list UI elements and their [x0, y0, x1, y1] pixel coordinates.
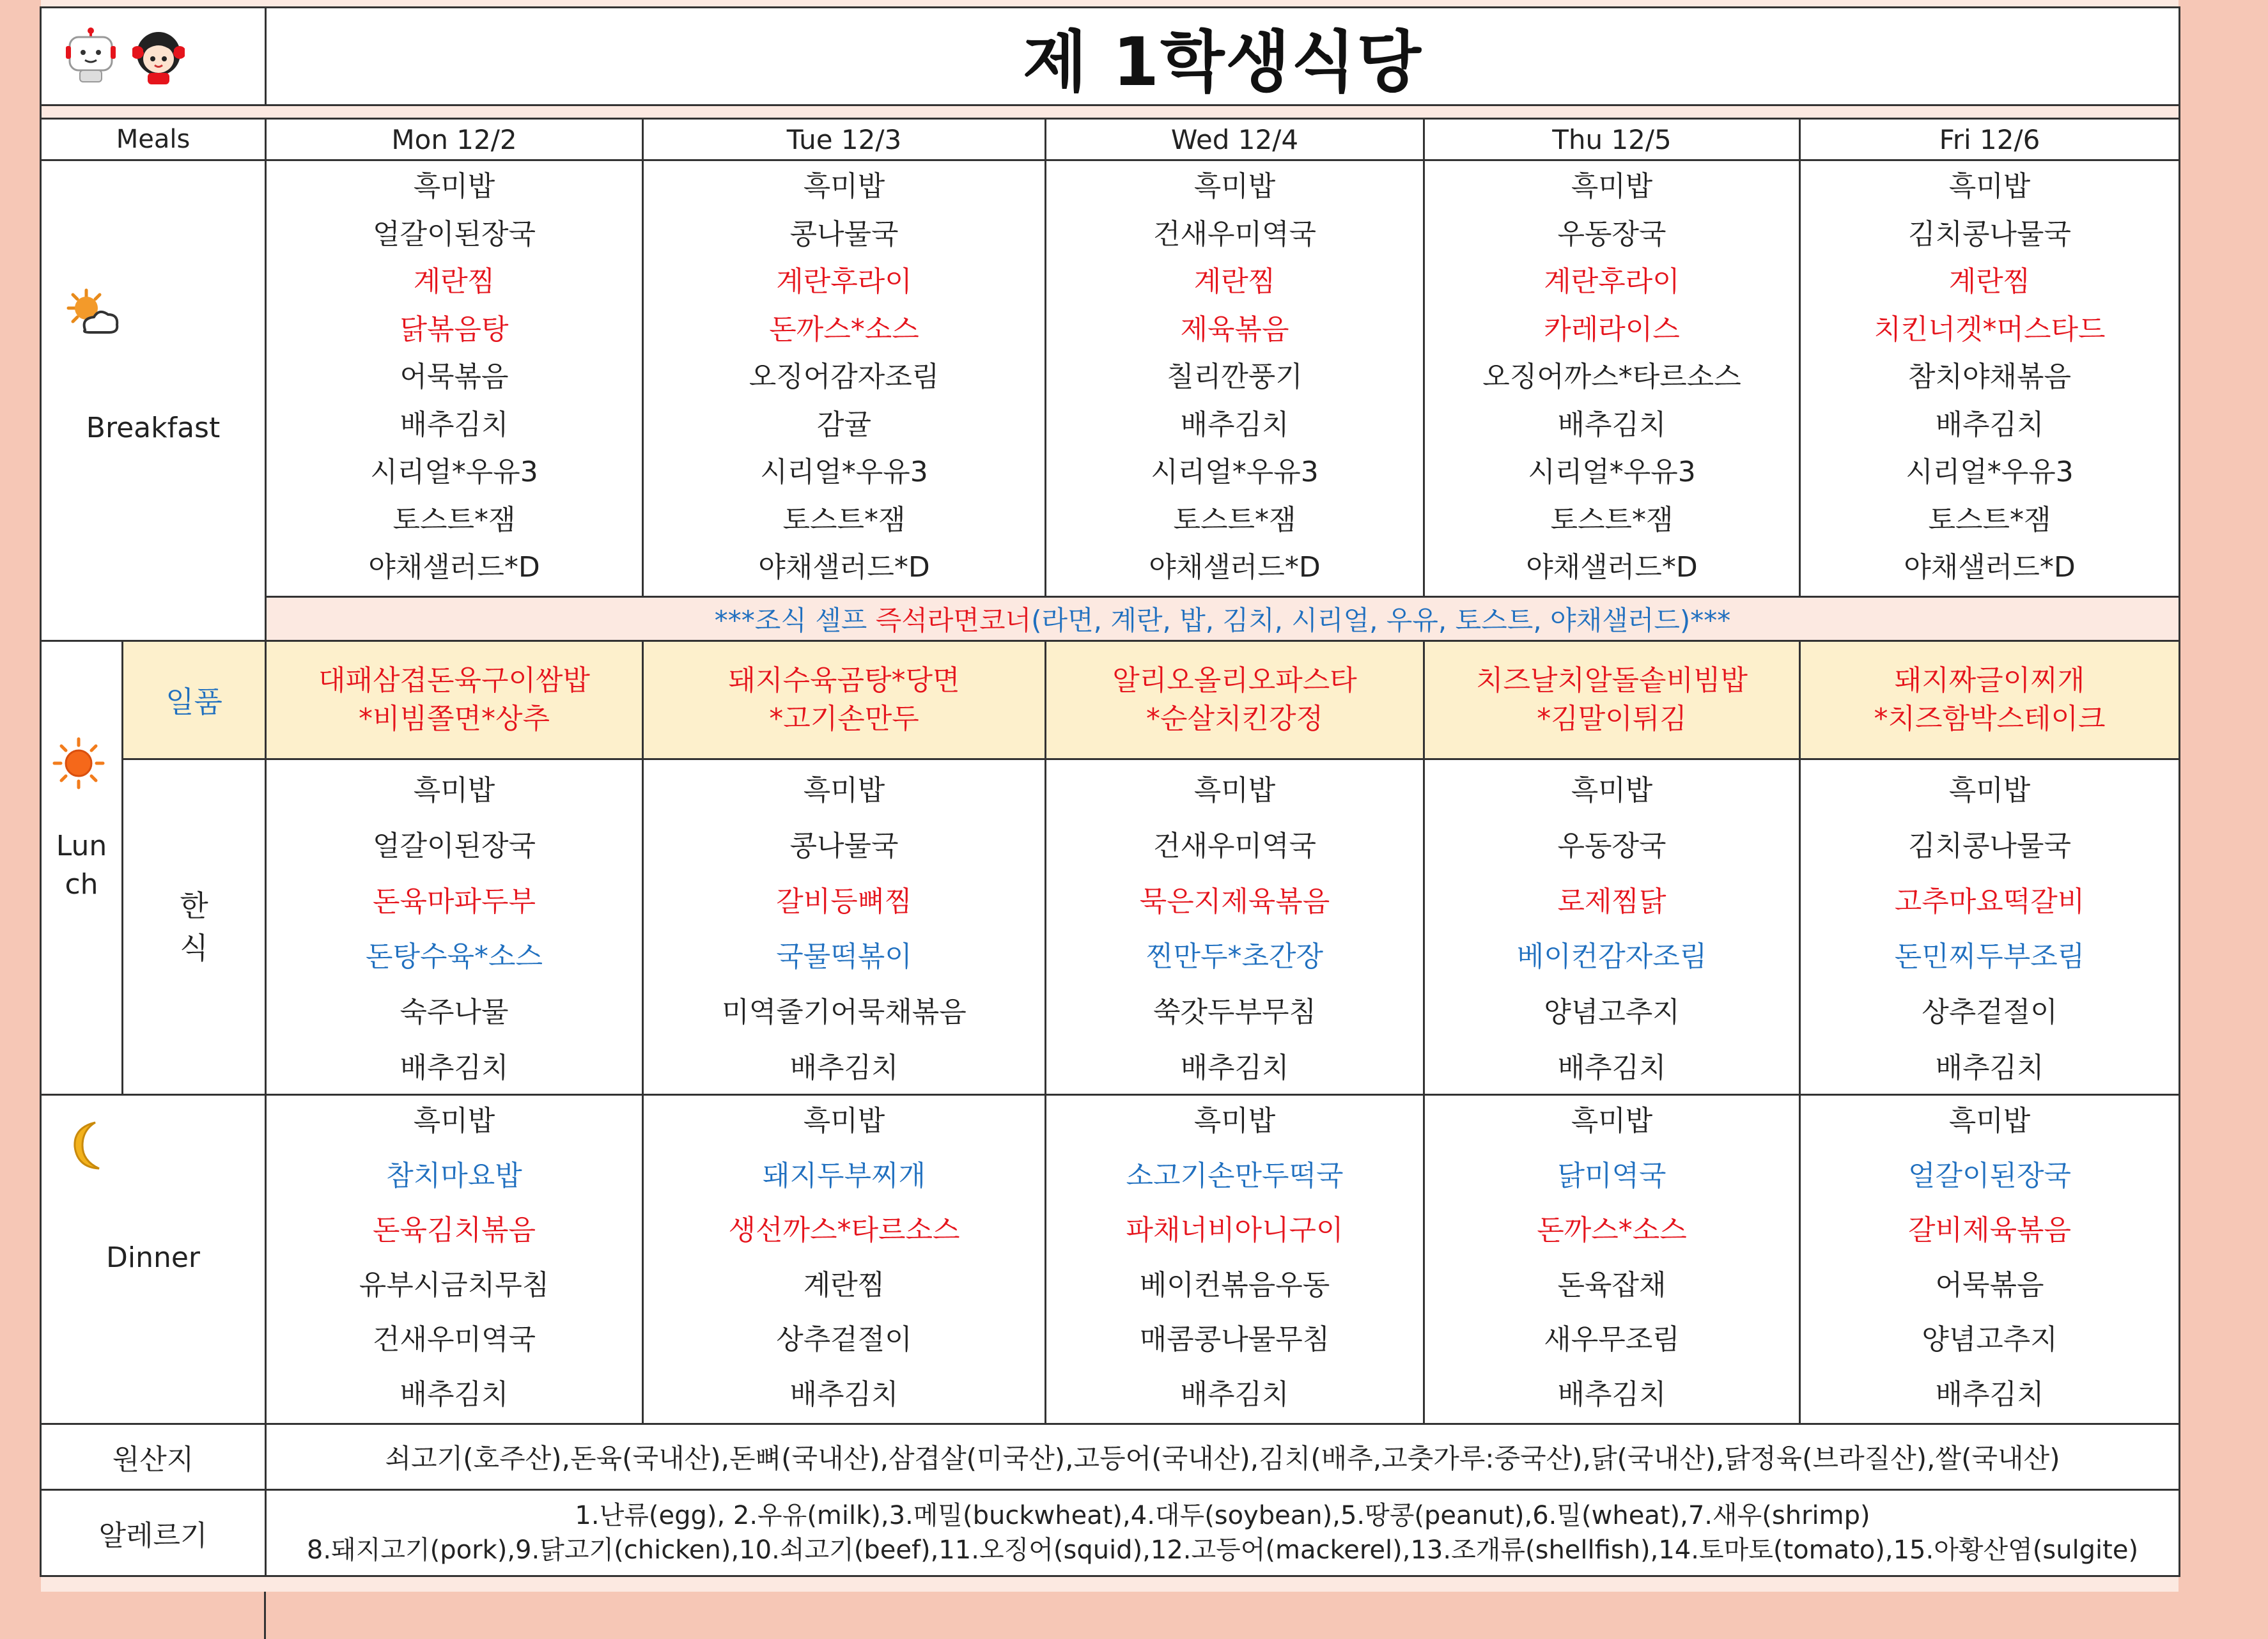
dish-item: 시리얼*우유3 — [1906, 456, 2074, 488]
left-margin — [0, 0, 41, 1639]
ilpum-dish-line2: *김말이튀김 — [1537, 703, 1687, 735]
dish-item: 미역줄기어묵채볶음 — [722, 996, 967, 1029]
ilpum-day-cell — [266, 641, 643, 759]
dish-item: 상추겉절이 — [1922, 996, 2058, 1029]
dish-item: 로제찜닭 — [1557, 885, 1666, 918]
sun-icon — [52, 736, 105, 790]
dish-item: 토스트*잼 — [1928, 503, 2051, 536]
weekly-menu-table — [40, 6, 2180, 1577]
ilpum-dish-line2: *비빔쫄면*상추 — [358, 703, 550, 735]
dish-item: 계란찜 — [1948, 265, 2031, 298]
dish-item: 흑미밥 — [803, 170, 885, 203]
lunch-label-cell — [41, 641, 123, 1095]
dish-list — [1801, 161, 2179, 596]
dish-item: 야채샐러드*D — [758, 551, 930, 584]
dish-item: 제육볶음 — [1180, 313, 1289, 346]
dish-item: 콩나물국 — [789, 829, 899, 862]
dish-item: 야채샐러드*D — [1526, 551, 1698, 584]
dish-item: 흑미밥 — [413, 1105, 495, 1137]
day-header: Wed 12/4 — [1046, 119, 1424, 160]
dish-item: 닭미역국 — [1557, 1159, 1666, 1192]
dinner-day-cell — [643, 1095, 1046, 1424]
self-corner-note — [715, 605, 1731, 636]
dish-item: 흑미밥 — [1193, 1105, 1276, 1137]
origin-row — [41, 1424, 2180, 1490]
ilpum-dish-line1: 치즈날치알돌솥비빔밥 — [1475, 664, 1748, 697]
dish-item: 배추김치 — [1557, 1051, 1666, 1084]
row-gap — [41, 105, 2180, 119]
dish-list — [1046, 161, 1423, 596]
lunch-label-line2: ch — [65, 868, 98, 901]
dish-item: 토스트*잼 — [1550, 503, 1674, 536]
dish-list — [1801, 1096, 2179, 1423]
dish-item: 배추김치 — [1180, 1051, 1289, 1084]
dish-item: 배추김치 — [789, 1051, 899, 1084]
self-corner-highlight: 즉석라면코너 — [875, 605, 1032, 636]
dish-item: 시리얼*우유3 — [1528, 456, 1696, 488]
dish-item: 흑미밥 — [1948, 774, 2031, 807]
dish-item: 감귤 — [816, 408, 871, 441]
allergy-cell — [266, 1490, 2180, 1576]
dish-item: 돈탕수육*소스 — [365, 940, 543, 974]
dinner-day-cell — [266, 1095, 643, 1424]
dish-item: 건새우미역국 — [1153, 829, 1317, 862]
hansik-day-cell — [1046, 759, 1424, 1095]
dish-item: 갈비등뼈찜 — [776, 885, 912, 918]
crescent-moon-icon — [67, 1119, 112, 1172]
dish-item: 국물떡볶이 — [776, 940, 912, 974]
day-header: Tue 12/3 — [643, 119, 1046, 160]
dish-item: 토스트*잼 — [392, 503, 516, 536]
dish-item: 양념고추지 — [1922, 1323, 2058, 1356]
day-header: Fri 12/6 — [1800, 119, 2180, 160]
allergy-label: 알레르기 — [41, 1490, 266, 1576]
dish-list — [267, 760, 642, 1094]
dish-item: 배추김치 — [789, 1378, 899, 1411]
dish-item: 베이컨볶음우동 — [1139, 1268, 1330, 1301]
dish-item: 오징어감자조림 — [749, 361, 940, 393]
sun-behind-cloud-icon — [63, 288, 121, 340]
dinner-day-cell — [1800, 1095, 2180, 1424]
dinner-label-cell — [41, 1095, 266, 1424]
dish-list — [1801, 760, 2179, 1094]
day-header: Thu 12/5 — [1424, 119, 1800, 160]
dish-item: 참치야채볶음 — [1907, 361, 2072, 393]
dish-item: 베이컨감자조림 — [1516, 940, 1707, 974]
dish-item: 토스트*잼 — [1173, 503, 1296, 536]
dish-item: 토스트*잼 — [782, 503, 906, 536]
breakfast-row — [41, 160, 2180, 597]
header-row — [41, 119, 2180, 160]
dish-list — [1425, 1096, 1799, 1423]
dish-item: 찐만두*초간장 — [1146, 940, 1324, 974]
self-corner-row — [41, 597, 2180, 641]
dish-item: 어묵볶음 — [400, 361, 509, 393]
page-title: 제 1학생식당 — [1023, 23, 1422, 101]
lunch-label-line1: Lun — [56, 830, 107, 862]
dish-item: 흑미밥 — [1948, 170, 2031, 203]
dish-item: 양념고추지 — [1544, 996, 1680, 1029]
dish-list — [1046, 760, 1423, 1094]
dish-item: 쑥갓두부무침 — [1153, 996, 1317, 1029]
dish-item: 배추김치 — [1935, 1051, 2044, 1084]
dish-item: 계란찜 — [413, 265, 495, 298]
dish-item: 유부시금치무침 — [359, 1268, 550, 1301]
ilpum-day-cell — [1046, 641, 1424, 759]
dish-item: 돼지두부찌개 — [762, 1159, 926, 1192]
dish-item: 숙주나물 — [400, 996, 509, 1029]
origin-label: 원산지 — [41, 1424, 266, 1490]
dish-item: 배추김치 — [1935, 408, 2044, 441]
dish-item: 흑미밥 — [413, 170, 495, 203]
dish-item: 파채너비아니구이 — [1126, 1214, 1344, 1247]
dish-item: 묵은지제육볶음 — [1139, 885, 1330, 918]
dish-item: 시리얼*우유3 — [1151, 456, 1319, 488]
ilpum-day-cell — [1800, 641, 2180, 759]
self-corner-prefix: ***조식 셀프 — [714, 605, 876, 636]
dish-item: 닭볶음탕 — [400, 313, 509, 346]
breakfast-day-cell — [1424, 160, 1800, 597]
dish-item: 흑미밥 — [1948, 1105, 2031, 1137]
ilpum-day-cell — [643, 641, 1046, 759]
ilpum-row — [41, 641, 2180, 759]
logo-cell — [41, 8, 266, 105]
dish-item: 야채샐러드*D — [368, 551, 540, 584]
dish-item: 건새우미역국 — [1153, 217, 1317, 251]
bottom-margin — [41, 1592, 2179, 1639]
dish-item: 흑미밥 — [1193, 170, 1276, 203]
allergy-line-2: 8.돼지고기(pork),9.닭고기(chicken),10.쇠고기(beef),11.오징어(squid),12.고등어(mackerel),13.조개류(shellfish),14.토마토(tomato),15.아황산염(sulgite) — [306, 1535, 2139, 1565]
dinner-row — [41, 1095, 2180, 1424]
hansik-day-cell — [1424, 759, 1800, 1095]
dish-item: 돈육잡채 — [1557, 1268, 1666, 1301]
dinner-day-cell — [1046, 1095, 1424, 1424]
dish-item: 김치콩나물국 — [1907, 217, 2072, 251]
girl-character-icon — [132, 27, 185, 86]
dish-item: 얼갈이된장국 — [1907, 1159, 2072, 1192]
ilpum-dish-line2: *고기손만두 — [769, 703, 919, 735]
dish-list — [267, 161, 642, 596]
dish-item: 야채샐러드*D — [1149, 551, 1321, 584]
dish-item: 시리얼*우유3 — [370, 456, 538, 488]
dish-list — [1425, 161, 1799, 596]
gap-row — [41, 105, 2180, 119]
dish-item: 배추김치 — [1935, 1378, 2044, 1411]
dish-item: 배추김치 — [400, 408, 509, 441]
dish-item: 우동장국 — [1557, 829, 1666, 862]
dish-item: 매콤콩나물무침 — [1139, 1323, 1330, 1356]
dish-item: 어묵볶음 — [1935, 1268, 2044, 1301]
ilpum-dish-line2: *치즈함박스테이크 — [1874, 703, 2106, 735]
hansik-row — [41, 759, 2180, 1095]
dish-item: 배추김치 — [1557, 408, 1666, 441]
dish-item: 갈비제육볶음 — [1907, 1214, 2072, 1247]
hansik-label-cell — [123, 759, 266, 1095]
self-corner-suffix: (라면, 계란, 밥, 김치, 시리얼, 우유, 토스트, 야채샐러드)*** — [1031, 605, 1731, 636]
dish-item: 상추겉절이 — [776, 1323, 912, 1356]
dinner-label: Dinner — [105, 1241, 201, 1274]
allergy-row — [41, 1490, 2180, 1576]
hansik-day-cell — [643, 759, 1046, 1095]
origin-text: 쇠고기(호주산),돈육(국내산),돈뼈(국내산),삼겹살(미국산),고등어(국내산),김치(배추,고춧가루:중국산),닭(국내산),닭정육(브라질산),쌀(국내산) — [385, 1443, 2060, 1474]
dish-item: 얼갈이된장국 — [372, 217, 536, 251]
dish-item: 소고기손만두떡국 — [1126, 1159, 1344, 1192]
hansik-day-cell — [1800, 759, 2180, 1095]
ilpum-day-cell — [1424, 641, 1800, 759]
title-cell — [266, 8, 2180, 105]
dish-item: 흑미밥 — [803, 774, 885, 807]
origin-cell — [266, 1424, 2180, 1490]
dish-item: 배추김치 — [1180, 408, 1289, 441]
ilpum-dish-line1: 알리오올리오파스타 — [1112, 664, 1357, 697]
dish-item: 흑미밥 — [803, 1105, 885, 1137]
title-row — [41, 8, 2180, 105]
ilpum-dish-line2: *순살치킨강정 — [1146, 703, 1324, 735]
dish-list — [644, 1096, 1045, 1423]
dish-item: 계란후라이 — [776, 265, 912, 298]
dish-item: 돈육김치볶음 — [372, 1214, 536, 1247]
meals-header: Meals — [41, 119, 266, 160]
breakfast-day-cell — [643, 160, 1046, 597]
ilpum-dish-line1: 돼지수육곰탕*당면 — [728, 664, 960, 697]
day-header: Mon 12/2 — [266, 119, 643, 160]
breakfast-day-cell — [266, 160, 643, 597]
robot-character-icon — [66, 27, 116, 86]
right-margin — [2179, 0, 2268, 1639]
hansik-day-cell — [266, 759, 643, 1095]
dish-item: 돈육마파두부 — [372, 885, 536, 918]
hansik-label-line1: 한 — [180, 889, 208, 923]
ilpum-label: 일품 — [166, 685, 222, 719]
ilpum-label-cell — [123, 641, 266, 759]
dish-item: 배추김치 — [400, 1051, 509, 1084]
dish-item: 계란후라이 — [1544, 265, 1680, 298]
breakfast-day-cell — [1046, 160, 1424, 597]
dish-item: 참치마요밥 — [386, 1159, 522, 1192]
dish-item: 배추김치 — [1180, 1378, 1289, 1411]
dish-item: 카레라이스 — [1544, 313, 1680, 346]
self-corner-cell — [266, 597, 2180, 641]
dish-item: 흑미밥 — [413, 774, 495, 807]
allergy-line-1: 1.난류(egg), 2.우유(milk),3.메밀(buckwheat),4.대두(soybean),5.땅콩(peanut),6.밀(wheat),7.새우(shrimp) — [575, 1501, 1870, 1530]
dish-item: 우동장국 — [1557, 217, 1666, 251]
dish-item: 흑미밥 — [1571, 774, 1653, 807]
dish-list — [644, 161, 1045, 596]
dish-item: 김치콩나물국 — [1907, 829, 2072, 862]
dish-list — [644, 760, 1045, 1094]
dish-item: 계란찜 — [1193, 265, 1276, 298]
hansik-label-line2: 식 — [180, 931, 208, 965]
breakfast-label: Breakfast — [86, 412, 221, 444]
bottom-divider — [264, 1592, 266, 1639]
dish-item: 치킨너겟*머스타드 — [1874, 313, 2106, 346]
dish-item: 흑미밥 — [1571, 1105, 1653, 1137]
dish-item: 오징어까스*타르소스 — [1482, 361, 1741, 393]
dish-item: 칠리깐풍기 — [1167, 361, 1303, 393]
ilpum-dish-line1: 대패삼겹돈육구이쌈밥 — [318, 664, 591, 697]
dish-list — [1046, 1096, 1423, 1423]
dish-item: 건새우미역국 — [372, 1323, 536, 1356]
breakfast-label-cell — [41, 160, 266, 641]
dish-item: 흑미밥 — [1193, 774, 1276, 807]
dish-item: 계란찜 — [803, 1268, 885, 1301]
dish-item: 배추김치 — [1557, 1378, 1666, 1411]
dish-item: 고추마요떡갈비 — [1894, 885, 2085, 918]
dish-list — [1425, 760, 1799, 1094]
dish-item: 얼갈이된장국 — [372, 829, 536, 862]
dish-item: 돈까스*소스 — [769, 313, 919, 346]
dish-item: 생선까스*타르소스 — [728, 1214, 960, 1247]
dinner-day-cell — [1424, 1095, 1800, 1424]
dish-item: 흑미밥 — [1571, 170, 1653, 203]
dish-item: 새우무조림 — [1544, 1323, 1680, 1356]
dish-item: 돈민찌두부조림 — [1894, 940, 2085, 974]
dish-item: 시리얼*우유3 — [760, 456, 928, 488]
dish-list — [267, 1096, 642, 1423]
dish-item: 돈까스*소스 — [1537, 1214, 1687, 1247]
dish-item: 야채샐러드*D — [1904, 551, 2076, 584]
ilpum-dish-line1: 돼지짜글이찌개 — [1894, 664, 2085, 697]
dish-item: 배추김치 — [400, 1378, 509, 1411]
breakfast-day-cell — [1800, 160, 2180, 597]
dish-item: 콩나물국 — [789, 217, 899, 251]
